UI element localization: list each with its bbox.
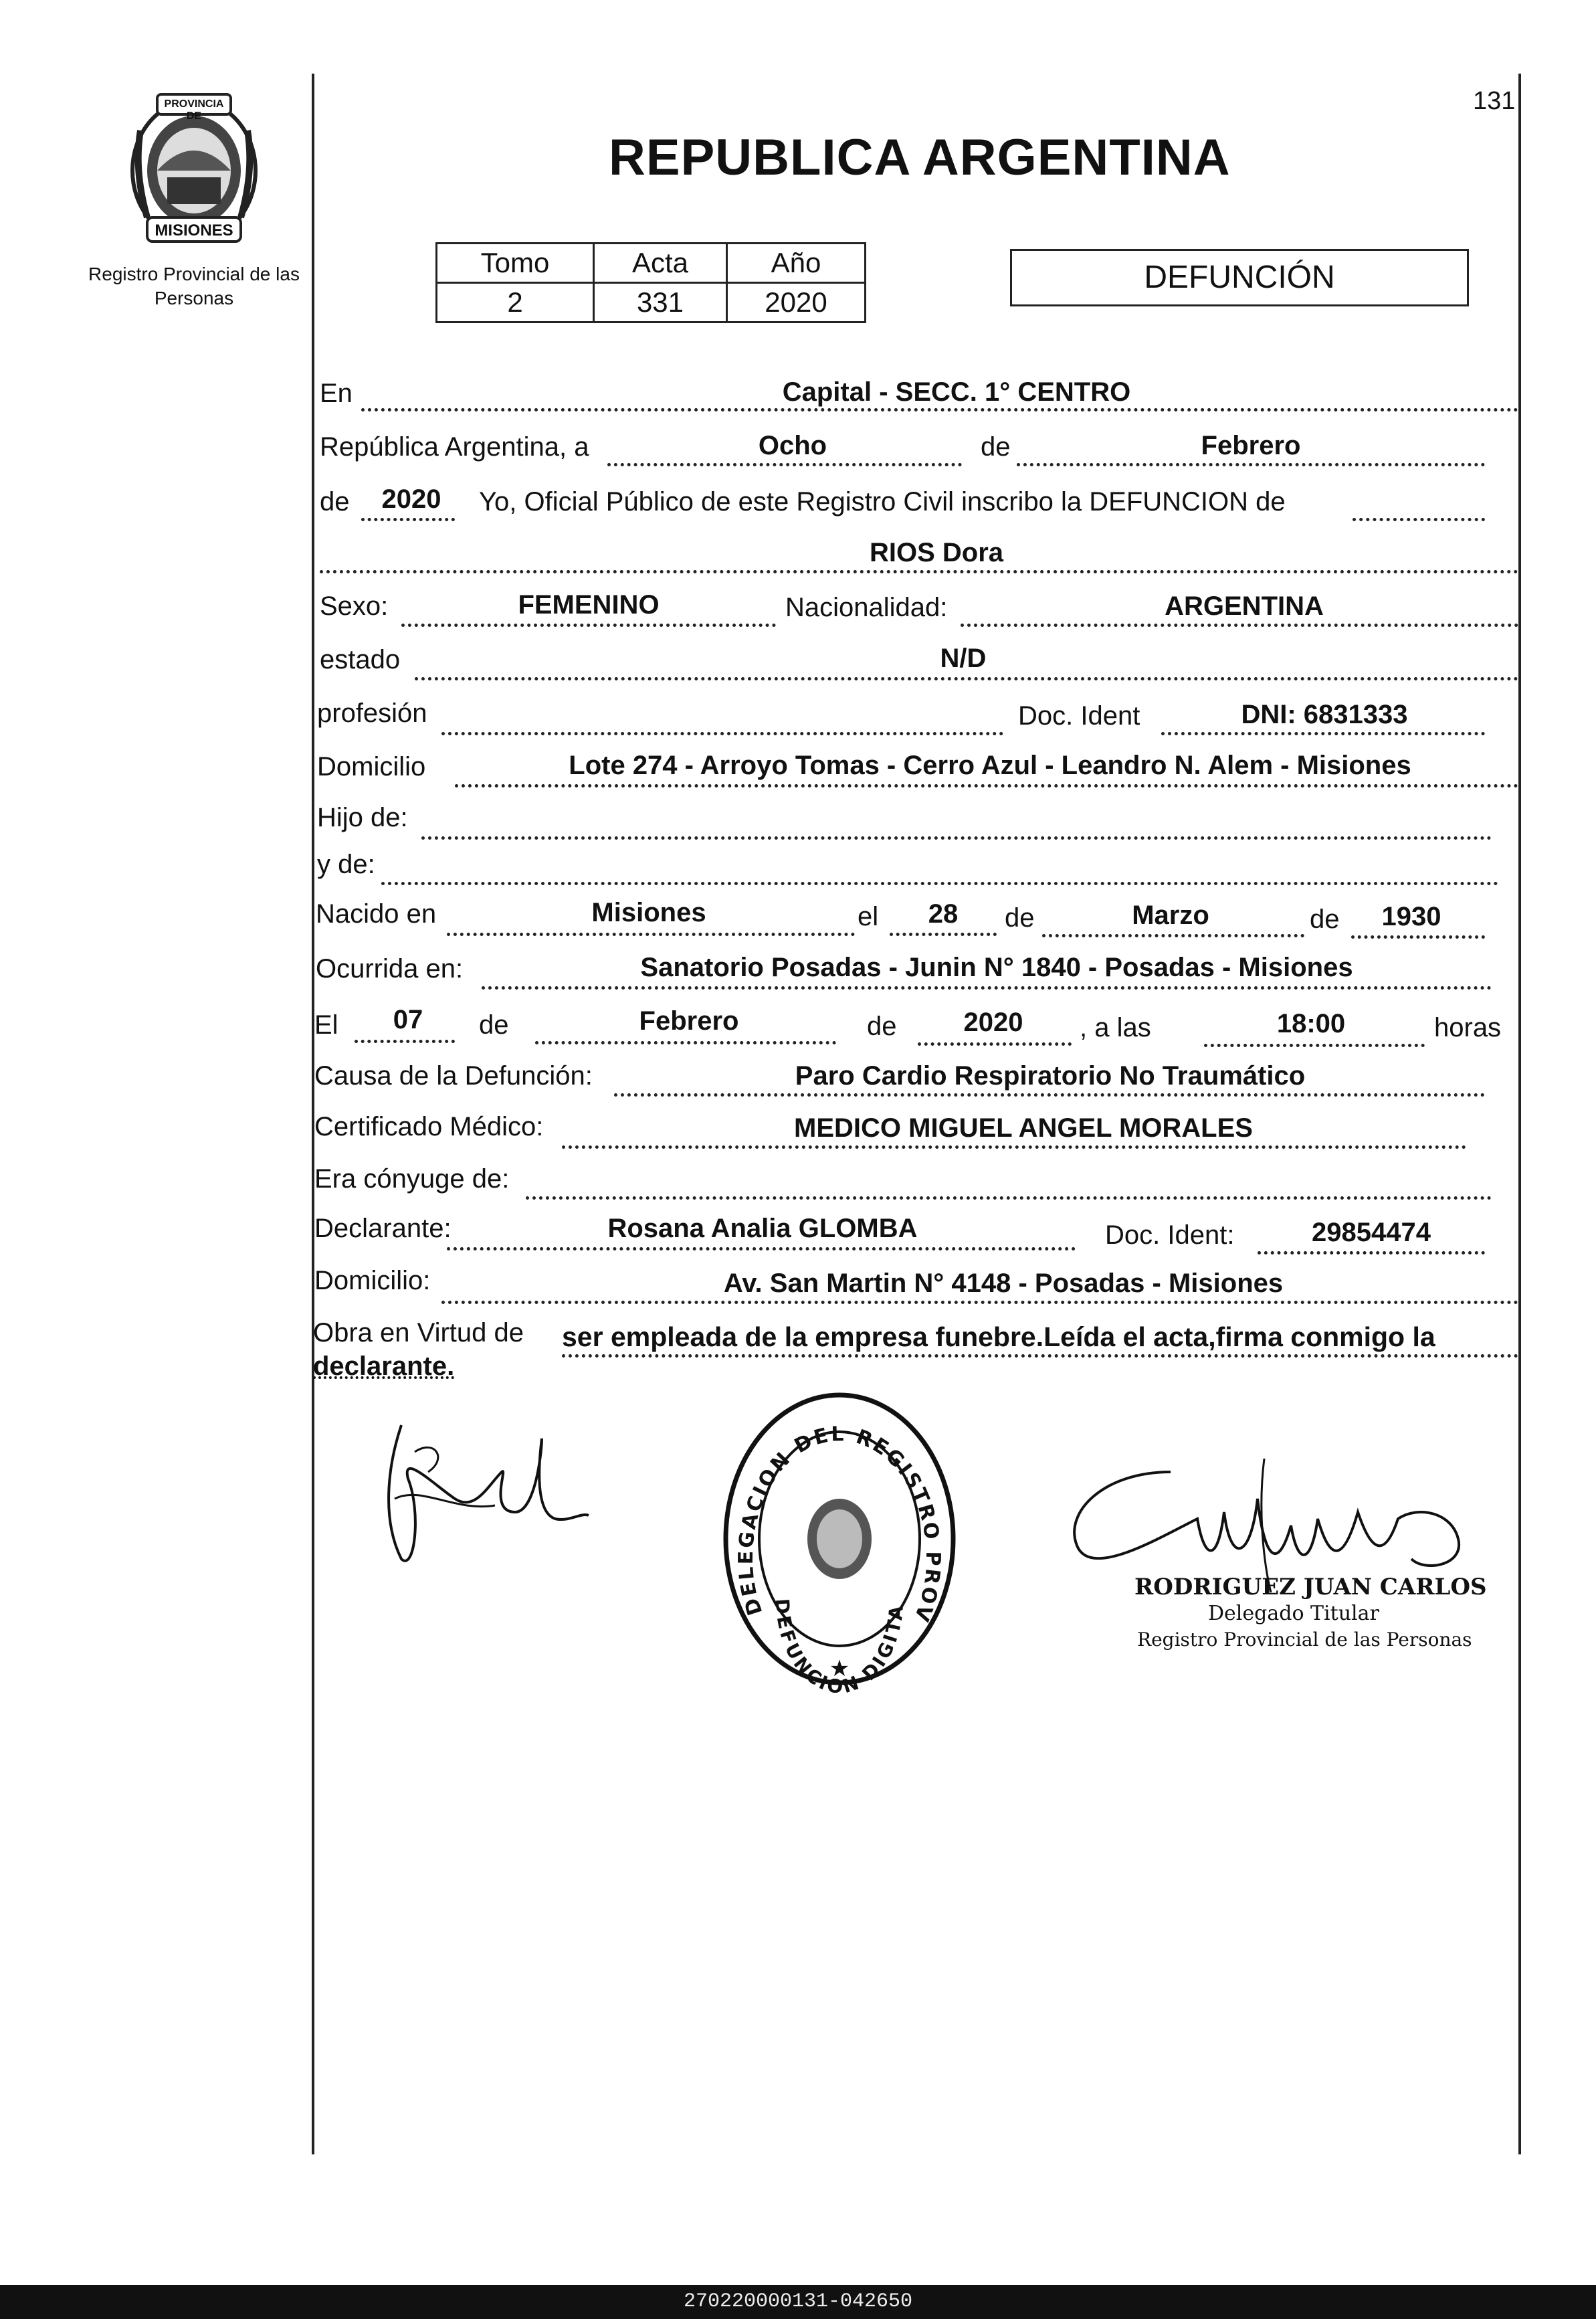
death-year: 2020 — [963, 1008, 1023, 1037]
domicilio-value: Lote 274 - Arroyo Tomas - Cerro Azul - Leandro N. Alem - Misiones — [569, 751, 1411, 780]
domicilio2-dots — [441, 1301, 1518, 1304]
domicilio-dots — [455, 784, 1518, 787]
registry-caption: Registro Provincial de las Personas — [88, 264, 300, 309]
yo-dots — [1353, 518, 1485, 521]
domicilio2-label: Domicilio: — [314, 1266, 431, 1295]
death-time-dots — [1204, 1044, 1425, 1047]
el-label: el — [858, 902, 879, 931]
ocurrida-dots — [482, 986, 1492, 990]
nacido-dots — [447, 933, 855, 936]
obra-value-line2: declarante. — [313, 1352, 455, 1381]
month-dots — [1017, 463, 1485, 466]
death-month: Febrero — [639, 1006, 739, 1036]
doc-ident2-value: 29854474 — [1312, 1218, 1431, 1247]
official-role: Delegado Titular — [1208, 1602, 1379, 1625]
yde-dots — [381, 882, 1498, 885]
declarante-dots — [447, 1247, 1076, 1250]
declarant-signature — [375, 1412, 595, 1572]
doc-ident2-label: Doc. Ident: — [1105, 1220, 1235, 1250]
death-day: 07 — [393, 1005, 423, 1034]
acta-value: 331 — [594, 283, 727, 322]
domicilio-label: Domicilio — [317, 752, 426, 781]
registry-stamp — [716, 1385, 963, 1693]
nacionalidad-dots — [961, 624, 1518, 627]
estado-value: N/D — [940, 644, 987, 673]
stamp-outer-text: DELEGACION DEL REGISTRO PROV — [734, 1422, 945, 1627]
record-type-box: DEFUNCIÓN — [1010, 249, 1469, 306]
birth-day-dots — [890, 933, 997, 936]
certificado-label: Certificado Médico: — [314, 1112, 544, 1141]
tomo-header: Tomo — [437, 244, 594, 283]
de3-label: de — [1005, 903, 1035, 933]
acta-header: Acta — [594, 244, 727, 283]
year-dots — [361, 518, 455, 521]
death-day-dots — [355, 1040, 455, 1043]
horas-label: horas — [1434, 1013, 1502, 1042]
birth-year-dots — [1351, 935, 1485, 939]
yde-label: y de: — [317, 850, 375, 879]
declarante-value: Rosana Analia GLOMBA — [607, 1214, 918, 1243]
obra-value-line1: ser empleada de la empresa funebre.Leída el acta,firma conmigo la — [562, 1321, 1435, 1352]
death-time: 18:00 — [1276, 1009, 1346, 1038]
yo-text: Yo, Oficial Público de este Registro Civil inscribo la DEFUNCION de — [479, 487, 1286, 517]
causa-value: Paro Cardio Respiratorio No Traumático — [795, 1061, 1306, 1091]
footer-code: 270220000131-042650 — [0, 2285, 1596, 2319]
domicilio2-value: Av. San Martin N° 4148 - Posadas - Misiones — [723, 1269, 1284, 1298]
de2-label: de — [320, 487, 350, 517]
en-dots — [361, 408, 1518, 411]
nacido-label: Nacido en — [316, 899, 437, 929]
hijo-label: Hijo de: — [317, 803, 408, 832]
right-margin-line — [1518, 74, 1521, 2154]
death-year-dots — [918, 1042, 1072, 1046]
official-office: Registro Provincial de las Personas — [1137, 1629, 1472, 1651]
el2-label: El — [314, 1010, 338, 1040]
en-value: Capital - SECC. 1° CENTRO — [782, 377, 1131, 407]
alas-label: , a las — [1080, 1013, 1151, 1042]
de6-label: de — [867, 1012, 897, 1041]
nacionalidad-label: Nacionalidad: — [785, 593, 948, 622]
declarante-label: Declarante: — [314, 1214, 452, 1243]
doc-ident-label: Doc. Ident — [1018, 701, 1140, 731]
sexo-value: FEMENINO — [518, 590, 660, 620]
province-seal-logo — [120, 90, 268, 251]
page-number: 131 — [1473, 87, 1516, 115]
profesion-dots — [441, 732, 1003, 735]
birth-day: 28 — [928, 899, 959, 929]
profesion-label: profesión — [317, 699, 427, 728]
certificado-value: MEDICO MIGUEL ANGEL MORALES — [794, 1113, 1253, 1143]
ocurrida-value: Sanatorio Posadas - Junin N° 1840 - Posadas - Misiones — [640, 953, 1353, 982]
estado-label: estado — [320, 645, 401, 674]
doc-ident-dots — [1161, 732, 1485, 735]
doc-ident-value: DNI: 6831333 — [1241, 700, 1408, 729]
record-table — [435, 242, 866, 323]
certificado-dots — [562, 1145, 1466, 1149]
sexo-label: Sexo: — [320, 591, 389, 621]
conyuge-dots — [526, 1196, 1492, 1200]
nacionalidad-value: ARGENTINA — [1165, 591, 1324, 621]
birth-year: 1930 — [1381, 902, 1441, 931]
birth-month-dots — [1042, 934, 1304, 937]
month-word: Febrero — [1201, 431, 1301, 460]
doc-ident2-dots — [1258, 1251, 1485, 1255]
tomo-value: 2 — [437, 283, 594, 322]
hijo-dots — [421, 836, 1492, 840]
birth-month: Marzo — [1132, 901, 1209, 930]
de4-label: de — [1310, 905, 1340, 934]
seal-text-bottom: MISIONES — [155, 221, 233, 240]
year-value: 2020 — [381, 484, 441, 514]
causa-dots — [614, 1093, 1485, 1097]
de5-label: de — [479, 1010, 509, 1040]
stamp-inner-text: DEFUNCION DIGITA — [771, 1598, 908, 1693]
deceased-name: RIOS Dora — [869, 538, 1004, 567]
en-label: En — [320, 379, 353, 408]
republica-label: República Argentina, a — [320, 432, 589, 462]
stamp-star: ★ — [829, 1656, 850, 1681]
death-month-dots — [535, 1041, 836, 1044]
causa-label: Causa de la Defunción: — [314, 1061, 593, 1091]
day-dots — [607, 463, 962, 466]
sexo-dots — [401, 624, 776, 627]
estado-dots — [415, 677, 1518, 680]
anio-value: 2020 — [727, 283, 866, 322]
page-title: REPUBLICA ARGENTINA — [609, 129, 1231, 186]
ocurrida-label: Ocurrida en: — [316, 954, 464, 984]
de1-label: de — [981, 432, 1011, 462]
anio-header: Año — [727, 244, 866, 283]
obra-label: Obra en Virtud de — [313, 1318, 524, 1348]
nacido-value: Misiones — [591, 898, 706, 927]
day-word: Ocho — [758, 431, 827, 460]
name-dots — [320, 570, 1518, 573]
seal-text-top: PROVINCIA DE — [164, 98, 224, 122]
conyuge-label: Era cónyuge de: — [314, 1164, 510, 1194]
obra-dots — [562, 1354, 1518, 1358]
official-name: RODRIGUEZ JUAN CARLOS — [1134, 1574, 1487, 1600]
official-signature — [1064, 1459, 1478, 1592]
